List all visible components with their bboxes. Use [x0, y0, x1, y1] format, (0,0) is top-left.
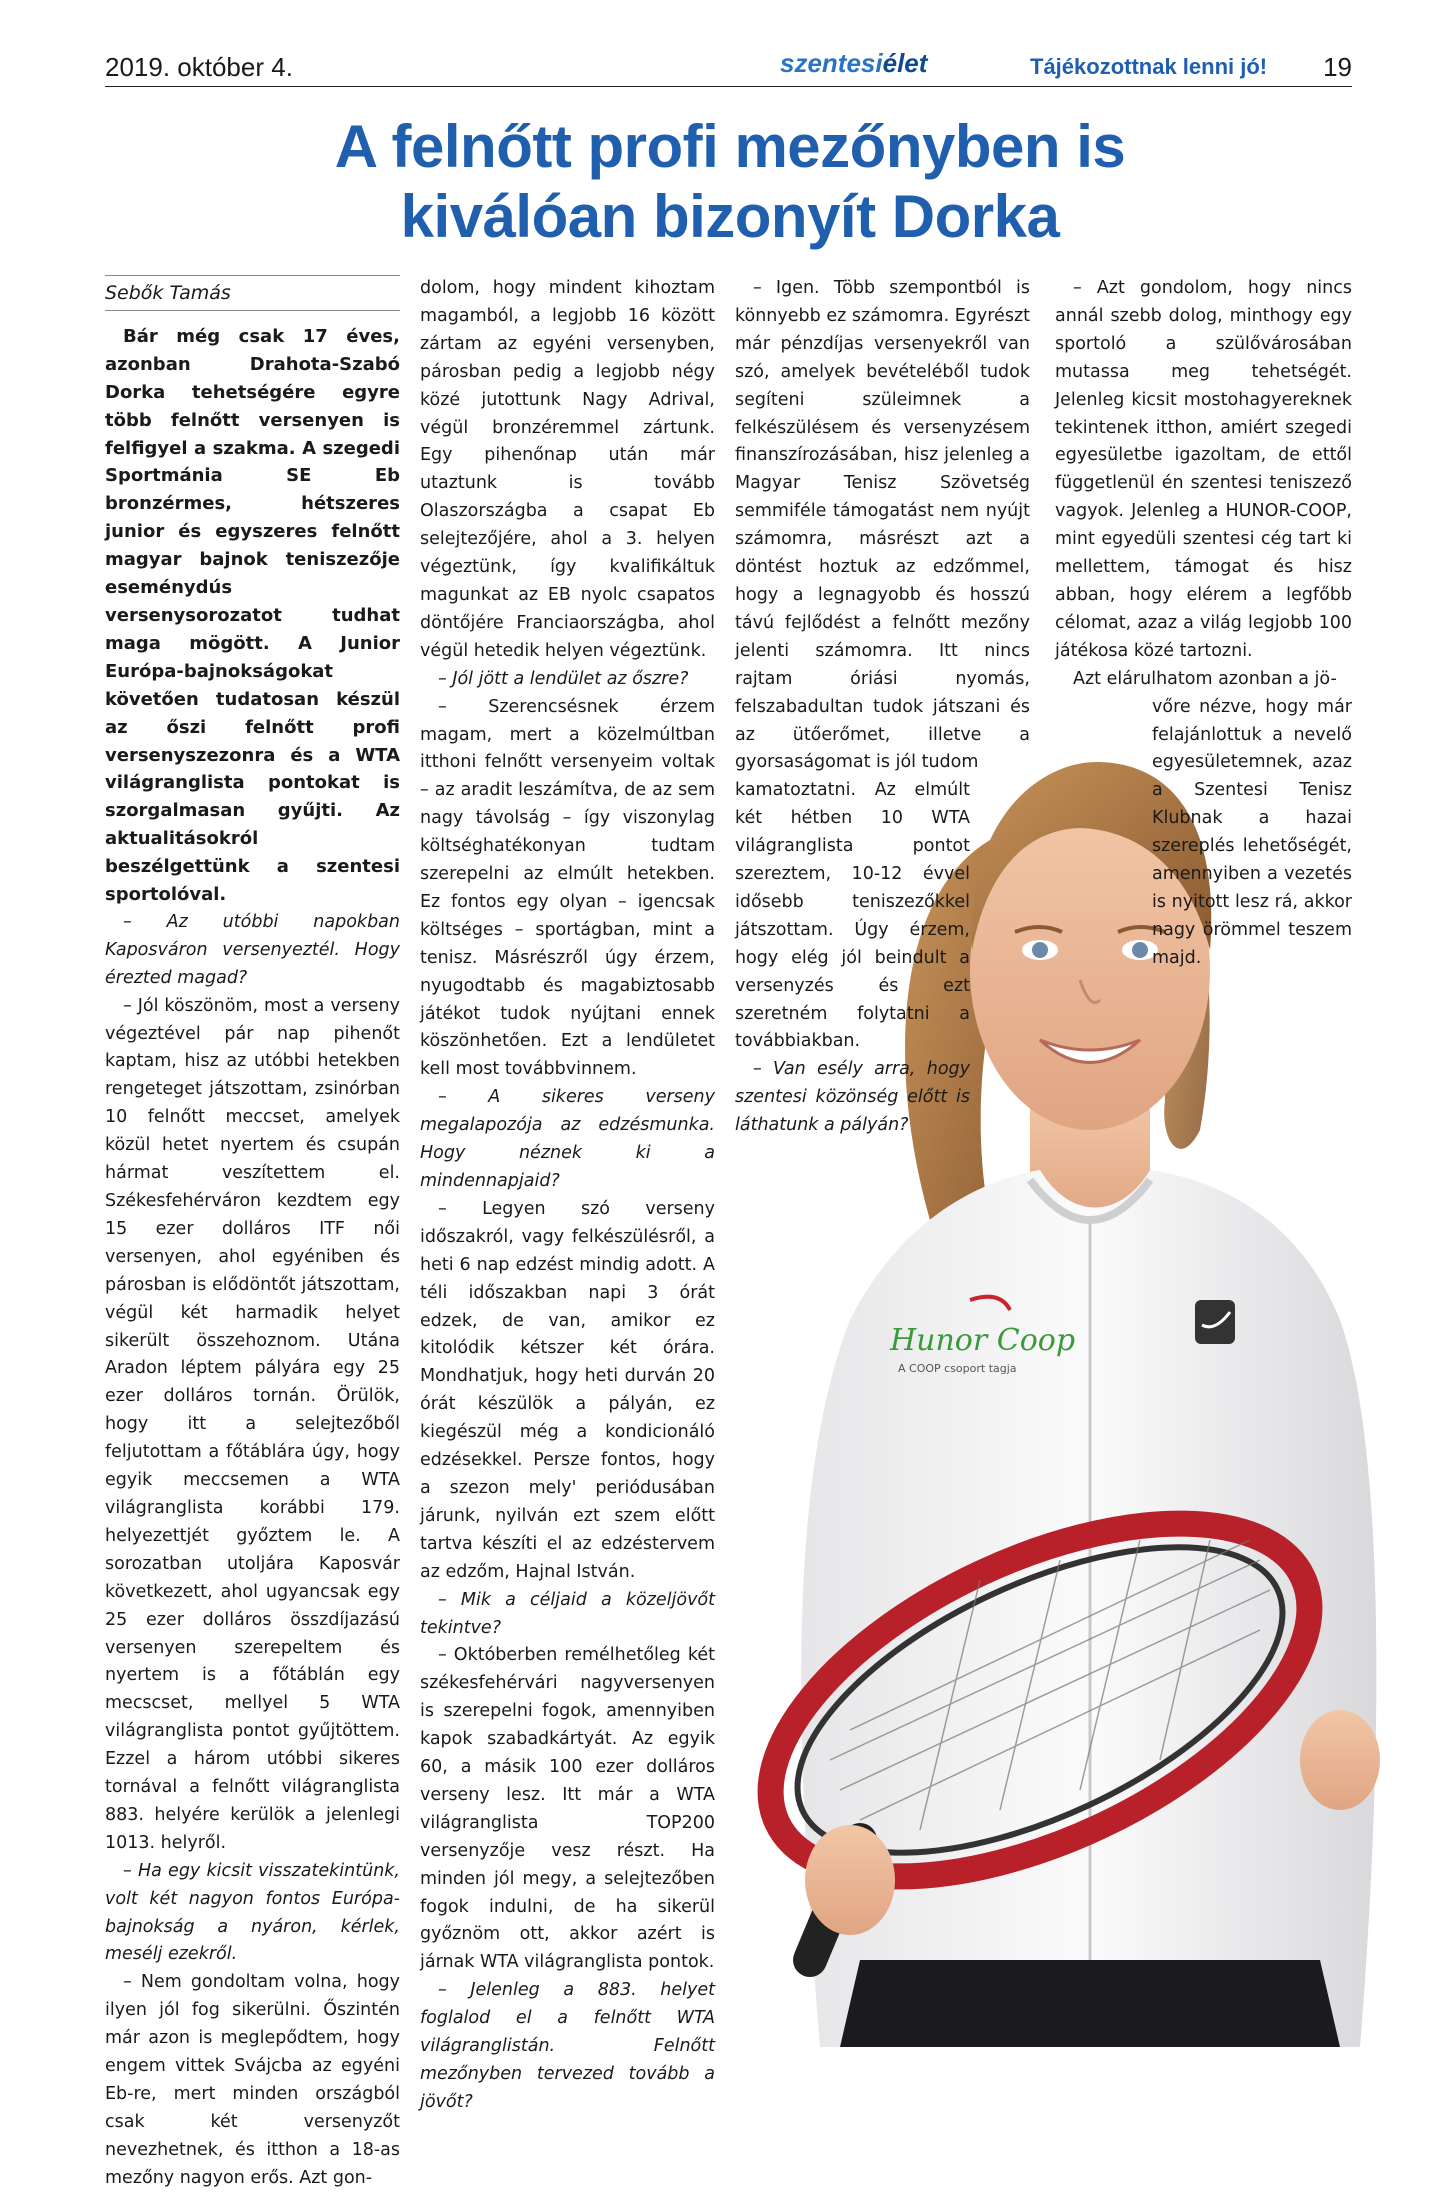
col1-body	[105, 909, 400, 2193]
article-column-1	[105, 275, 400, 2193]
logo-part1: szentesi	[780, 48, 883, 78]
interview-answer: vőre nézve, hogy már felajánlottuk a nevelő egyesületemnek, azaz a Szentesi Tenisz Klubnak a hazai szereplés lehetőségét, amennyiben a vezetés is nyitott lesz rá, akkor nagy örömmel teszem majd.	[1152, 696, 1352, 968]
interview-question: – Jelenleg a 883. helyet foglalod el a felnőtt WTA világranglistán. Felnőtt mezőnyben tervezed tovább a jövőt?	[420, 1980, 715, 2112]
shirt-logo-main: Hunor Coop	[890, 1323, 1076, 1358]
page-number: 19	[1323, 52, 1352, 82]
interview-answer: kamatoztatni. Az elmúlt két hétben 10 WTA világranglista pontot szereztem, 10-12 évvel idősebb teniszezőkkel játszottam. Úgy érzem, hogy elég jól beindult a versenyzés és ezt szeretném folytatni a továbbiakban.	[735, 780, 970, 1052]
shirt-logo-sub: A COOP csoport tagja	[898, 1362, 1017, 1375]
interview-question: – A sikeres verseny megalapozója az edzésmunka. Hogy néznek ki a mindennapjaid?	[420, 1087, 715, 1191]
interview-answer: – Szerencsésnek érzem magam, mert a közelmúltban itthoni felnőtt versenyeim voltak – az aradit leszámítva, de az sem nagy távolság – így viszonylag költséghatékonyan tudtam szerepelni az elmúlt hetekben. Ez fontos egy olyan – igencsak költséges – sportágban, mint a tenisz. Másrészről úgy érzem, nyugodtabb és magabiztosabb játékot tudok nyújtani ennek köszönhetően. Ezt a lendületet kell most továbbvinnem.	[420, 696, 715, 1080]
article-column-4	[1055, 275, 1352, 973]
interview-answer: – Igen. Több szempontból is könnyebb ez számomra. Egyrészt már pénzdíjas versenyekről van szó, amelyek bevételéből tudok segíteni szüleimnek a felkészülésem és versenyzésem finanszírozásában, hisz jelenleg a Magyar Tenisz Szövetség semmiféle támogatást nem nyújt számomra, másrészt azt a döntést hoztuk az edzőmmel, hogy a legnagyobb és hosszú távú fejlődést a felnőtt mezőny jelenti számomra. Itt nincs rajtam óriási nyomás, felszabadultan tudok játszani és az ütőerőmet, illetve a gyorsaságomat is jól tudom	[735, 278, 1030, 773]
interview-answer: Azt elárulhatom azonban a jö-	[1073, 668, 1337, 689]
col4-body-full	[1055, 275, 1352, 694]
issue-date: 2019. október 4.	[105, 52, 293, 82]
col4-body-narrow	[1152, 694, 1352, 973]
article-headline	[230, 112, 1230, 252]
logo-part2: élet	[882, 48, 928, 78]
col3-body-narrow	[735, 777, 970, 1140]
interview-answer: – Októberben remélhetőleg két székesfehérvári nagyversenyen is szerepelni fogok, amennyiben kapok szabadkártyát. Az egyik 60, a másik 100 ezer dolláros verseny lesz. Itt már a WTA világranglista TOP200 versenyzője vesz részt. Ha minden jól megy, a selejtezőben fogok indulni, de ha sikerül győznöm ott, akkor azért is járnak WTA világranglista pontok.	[420, 1645, 715, 1973]
interview-question: – Mik a céljaid a közeljövőt tekintve?	[420, 1589, 715, 1638]
col3-body-full	[735, 275, 1030, 777]
author-byline: Sebők Tamás	[105, 275, 400, 311]
interview-answer: dolom, hogy mindent kihoztam magamból, a legjobb 16 között zártam az egyéni versenyben, párosban pedig a legjobb négy közé jutottunk Nagy Adrival, végül bronzéremmel zártunk. Egy pihenőnap után már utaztunk is tovább Olaszországba a csapat Eb selejtezőjére, ahol a 3. helyen végeztünk, így kvalifikáltuk magunkat az EB nyolc csapatos döntőjére Franciaországba, ahol végül hetedik helyen végeztünk.	[420, 278, 715, 661]
nike-logo-icon	[1195, 1300, 1235, 1344]
slogan: Tájékozottnak lenni jó!	[1030, 54, 1268, 79]
article-column-3	[735, 275, 1030, 1140]
article-column-2	[420, 275, 715, 2117]
interview-question: – Jól jött a lendület az őszre?	[438, 668, 689, 689]
page-header	[105, 48, 1352, 88]
header-rule	[105, 86, 1352, 87]
interview-answer: – Legyen szó verseny időszakról, vagy felkészülésről, a heti 6 nap edzést mindig adott. A téli időszakban napi 3 órát edzek, de van, amikor ez kitolódik kétszer két órára. Mondhatjuk, hogy heti durván 20 órát készülök a pályán, ez kiegészül még a kondicionáló edzésekkel. Persze fontos, hogy a szezon mely' periódusában járunk, nyilván ezt szem előtt tartva készíti el az edzéstervem az edzőm, Hajnal István.	[420, 1198, 715, 1582]
headline-line-1: A felnőtt profi mezőnyben is	[334, 113, 1126, 180]
interview-question: – Az utóbbi napokban Kaposváron versenyeztél. Hogy érezted magad?	[105, 911, 400, 988]
interview-answer: – Nem gondoltam volna, hogy ilyen jól fog sikerülni. Őszintén már azon is meglepődtem, hogy engem vittek Svájcba az egyéni Eb-re, mert minden országból csak két versenyzőt nevezhetnek, és itthon a 18-as mezőny nagyon erős. Azt gon-	[105, 1972, 400, 2188]
col2-body	[420, 275, 715, 2117]
interview-question: – Van esély arra, hogy szentesi közönség előtt is láthatunk a pályán?	[735, 1059, 970, 1136]
newspaper-logo	[780, 48, 927, 79]
headline-line-2: kiválóan bizonyít Dorka	[400, 183, 1060, 250]
article-lead: Bár még csak 17 éves, azonban Drahota-Szabó Dorka tehetségére egyre több felnőtt versenyen is felfigyel a szakma. A szegedi Sportmánia SE Eb bronzérmes, hétszeres junior és egyszeres felnőtt magyar bajnok teniszezője eseménydús versenysorozatot tudhat maga mögött. A Junior Európa-bajnokságokat követően tudatosan készül az őszi felnőtt profi versenyszezonra és a WTA világranglista pontokat is szorgalmasan gyűjti. Az aktualitásokról beszélgettünk a szentesi sportolóval.	[105, 325, 400, 906]
interview-question: – Ha egy kicsit visszatekintünk, volt két nagyon fontos Európa-bajnokság a nyáron, kérlek, mesélj ezekről.	[105, 1860, 400, 1965]
interview-answer: – Azt gondolom, hogy nincs annál szebb dolog, minthogy egy sportoló a szülővárosában mutassa meg tehetségét. Jelenleg kicsit mostohagyereknek tekintenek itthon, amiért szegedi egyesületbe igazoltam, de ettől függetlenül én szentesi teniszező vagyok. Jelenleg a HUNOR-COOP, mint egyedüli szentesi cég tart ki mellettem, támogat és hisz abban, hogy elérem a legfőbb célomat, azaz a világ legjobb 100 játékosa közé tartozni.	[1055, 278, 1352, 661]
interview-answer: – Jól köszönöm, most a verseny végeztével pár nap pihenőt kaptam, hisz az utóbbi hetekben rengeteget játszottam, zsinórban 10 felnőtt meccset, amelyek közül hetet nyertem és csupán hármat veszítettem el. Székesfehérváron kezdtem egy 15 ezer dolláros ITF női versenyen, ahol egyéniben és párosban is elődöntőt játszottam, végül két harmadik helyet sikerült összehoznom. Utána Aradon léptem pályára egy 25 ezer dolláros tornán. Örülök, hogy itt a selejtezőből feljutottam a főtáblára úgy, hogy egyik meccsemen a WTA világranglista korábbi 179. helyezettjét győztem le. A sorozatban utoljára Kaposvár következett, ahol ugyancsak egy 25 ezer dolláros összdíjazású versenyen szerepeltem és nyertem is a főtáblán egy mecscset, mellyel 5 WTA világranglista pontot gyűjtöttem. Ezzel a három utóbbi sikeres tornával a felnőtt világranglista 883. helyére kerülök a jelenlegi 1013. helyről.	[105, 995, 400, 1853]
